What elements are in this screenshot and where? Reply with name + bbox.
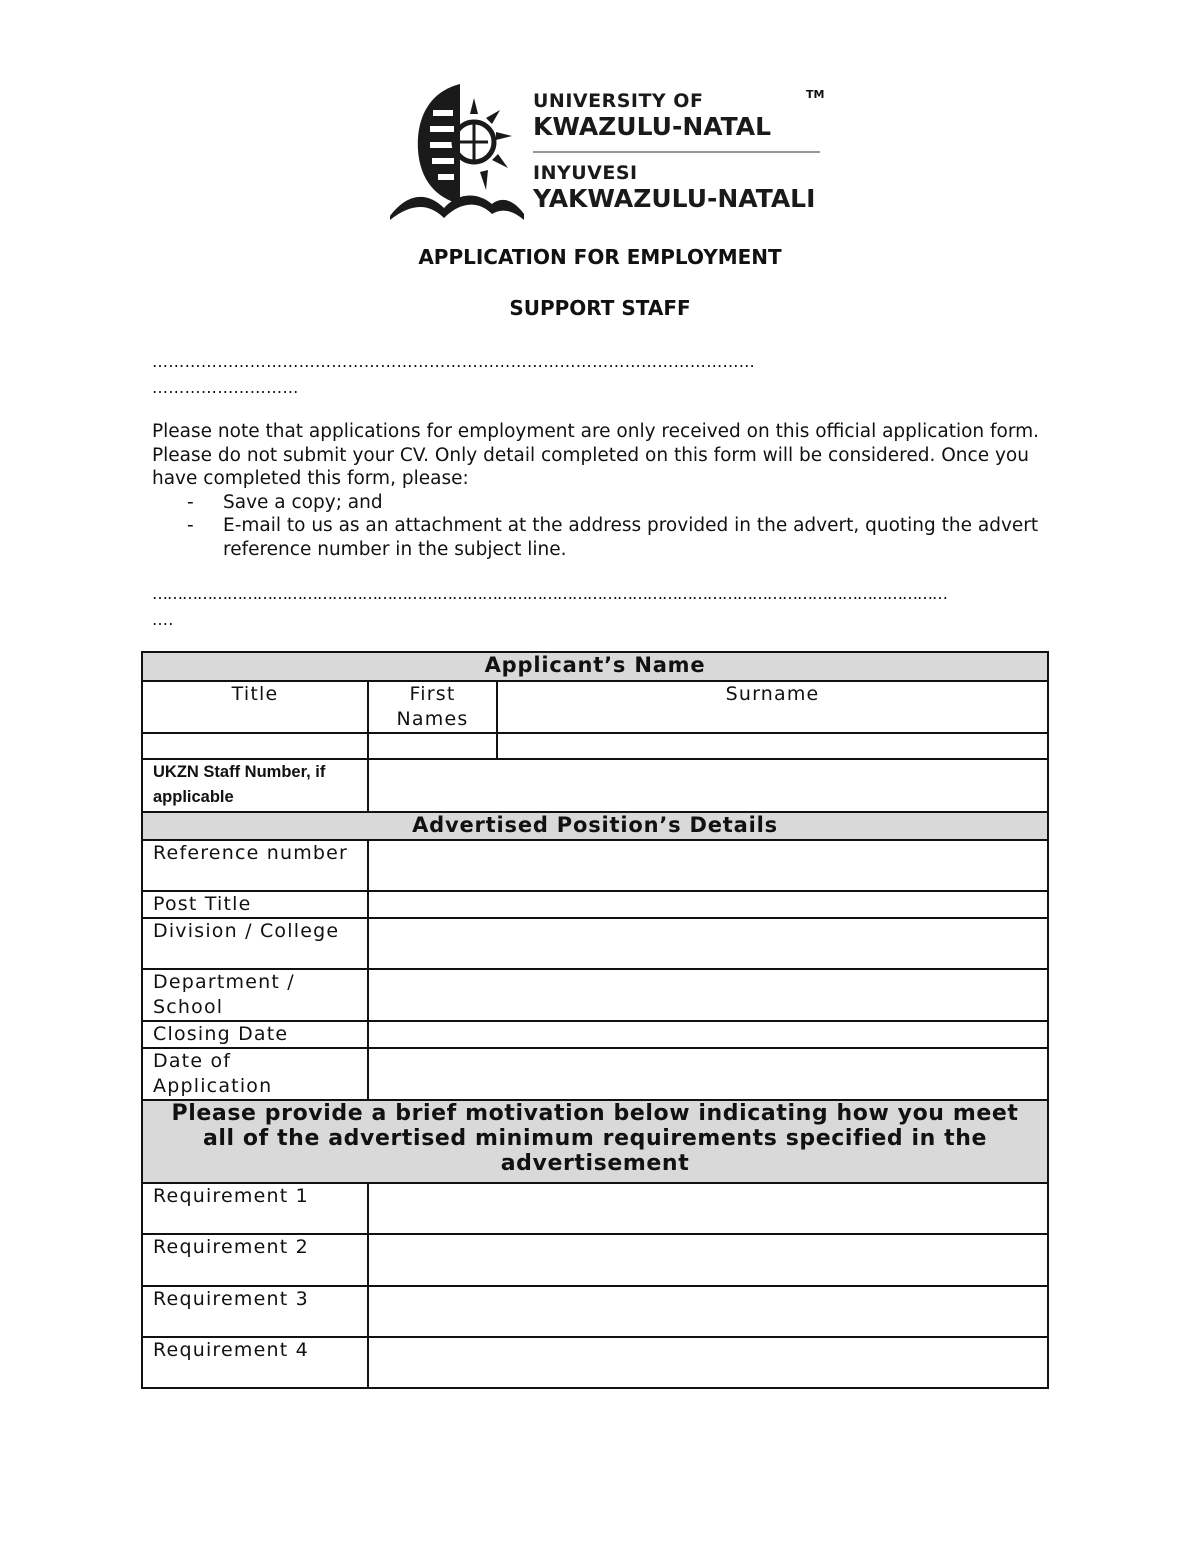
date-of-application-input-cell[interactable] [368, 1048, 1048, 1100]
division-college-input-cell[interactable] [368, 918, 1048, 969]
instructions-list [152, 491, 1052, 562]
field-label-closing-date: Closing Date [142, 1021, 368, 1048]
instructions-paragraph: Please note that applications for employment are only received on this official application form. Please do not submit your CV. Only detail completed on this form will be considered. Once you have completed this form, please: [152, 421, 1040, 489]
dotted-separator: …. [152, 610, 174, 629]
university-logo [388, 80, 828, 225]
post-title-input-cell[interactable] [368, 891, 1048, 918]
section-header-applicant-name: Applicant’s Name [142, 652, 1048, 681]
field-label-department-school: Department / School [142, 969, 368, 1021]
requirement-label-4: Requirement 4 [142, 1337, 368, 1388]
requirement-label-1: Requirement 1 [142, 1183, 368, 1234]
first-names-input-cell[interactable] [368, 733, 497, 759]
requirement-label-2: Requirement 2 [142, 1234, 368, 1286]
field-label-date-of-application: Date of Application [142, 1048, 368, 1100]
instructions-note [152, 420, 1052, 561]
dotted-separator: ………………………………………………………………………………………………… [152, 352, 756, 371]
closing-date-input-cell[interactable] [368, 1021, 1048, 1048]
logo-line-yakwazulu-natali: YAKWAZULU-NATALI [533, 184, 816, 213]
field-label-post-title: Post Title [142, 891, 368, 918]
logo-line-university-of: UNIVERSITY OF [533, 90, 704, 112]
ukzn-shield-icon [388, 80, 528, 225]
dotted-separator: ……………………… [152, 378, 299, 397]
page-subtitle: SUPPORT STAFF [509, 296, 691, 320]
requirement-4-input-cell[interactable] [368, 1337, 1048, 1388]
requirement-2-input-cell[interactable] [368, 1234, 1048, 1286]
field-label-division-college: Division / College [142, 918, 368, 969]
field-label-reference-number: Reference number [142, 840, 368, 891]
requirement-1-input-cell[interactable] [368, 1183, 1048, 1234]
column-header-first-names: First Names [368, 681, 497, 733]
logo-line-inyuvesi: INYUVESI [533, 162, 638, 184]
list-item: - Save a copy; and [187, 491, 383, 513]
list-item: - E-mail to us as an attachment at the address provided in the advert, quoting the advert reference number in the subject line. [187, 515, 1039, 560]
department-school-input-cell[interactable] [368, 969, 1048, 1021]
title-input-cell[interactable] [142, 733, 368, 759]
logo-line-kwazulu-natal: KWAZULU-NATAL [533, 112, 772, 141]
requirement-3-input-cell[interactable] [368, 1286, 1048, 1337]
trademark-mark: TM [806, 88, 825, 101]
reference-number-input-cell[interactable] [368, 840, 1048, 891]
staff-number-input-cell[interactable] [368, 759, 1048, 812]
requirement-label-3: Requirement 3 [142, 1286, 368, 1337]
surname-input-cell[interactable] [497, 733, 1048, 759]
page-title: APPLICATION FOR EMPLOYMENT [418, 245, 782, 269]
section-header-motivation: Please provide a brief motivation below indicating how you meet all of the advertised minimum requirements specified in the advertisement [142, 1100, 1048, 1183]
column-header-surname: Surname [497, 681, 1048, 733]
column-header-title: Title [142, 681, 368, 733]
application-form-table [141, 651, 1049, 1389]
dotted-separator: …………………………………………………………………………………………………………………………………………… [152, 584, 947, 603]
section-header-position-details: Advertised Position’s Details [142, 812, 1048, 840]
logo-divider [533, 151, 820, 153]
staff-number-label: UKZN Staff Number, if applicable [142, 759, 368, 812]
